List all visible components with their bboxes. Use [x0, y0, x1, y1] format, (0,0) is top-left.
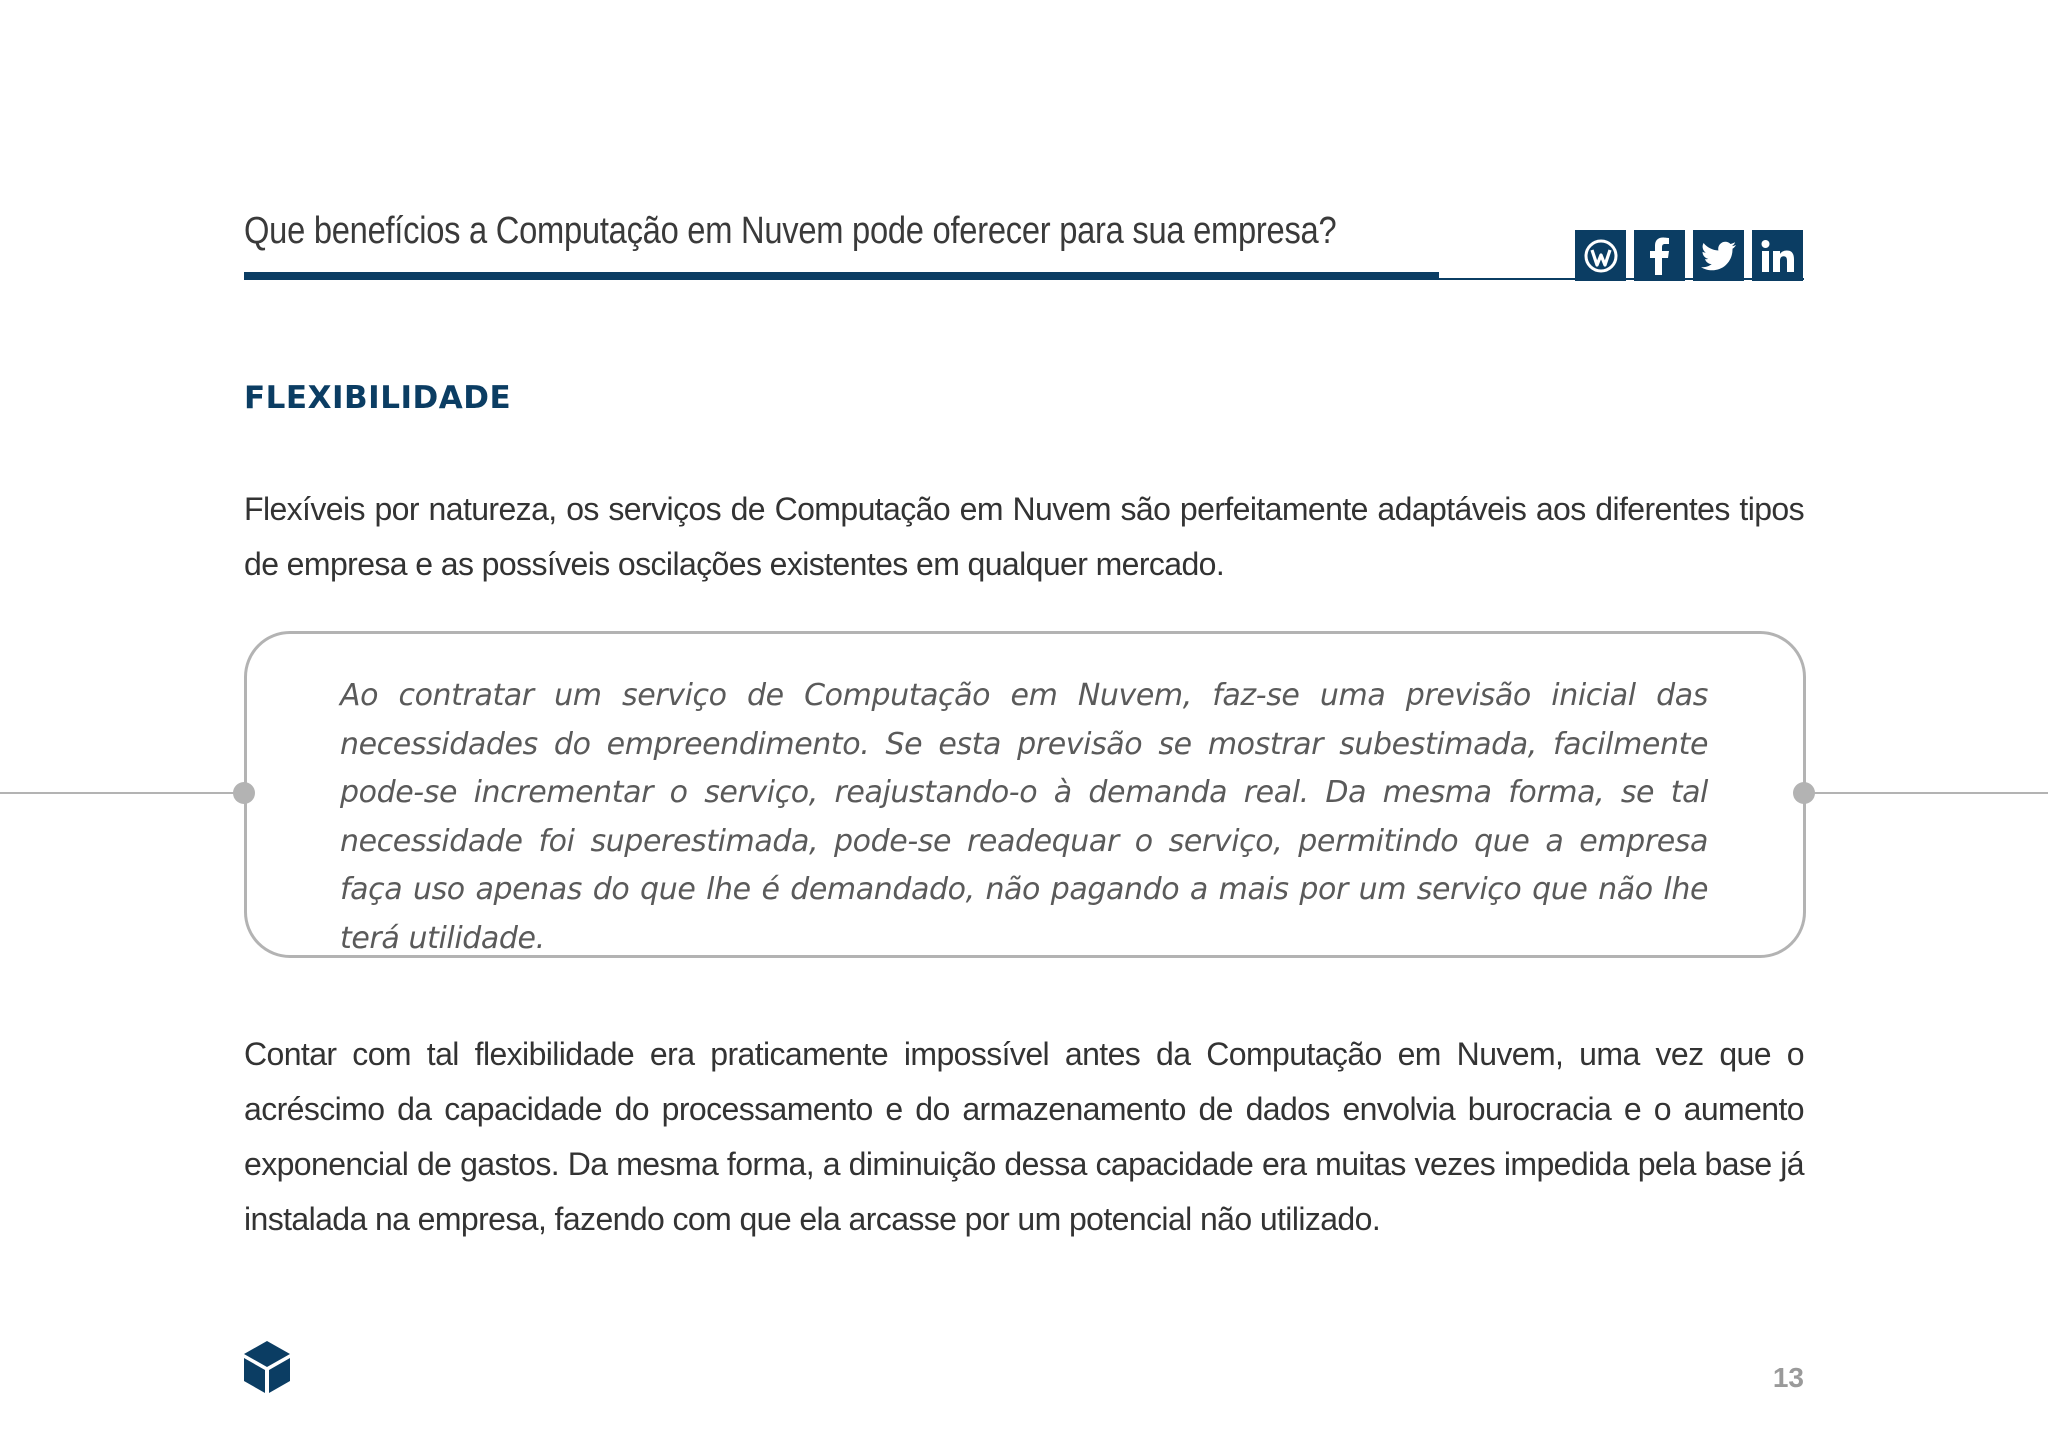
page-number: 13	[1772, 1362, 1804, 1393]
section-heading: FLEXIBILIDADE	[244, 380, 512, 416]
quote-text: Ao contratar um serviço de Computação em Nuvem, faz-se uma previsão inicial das necessidades do empreendimento. Se esta previsão se mostrar subestimada, facilmente pode-se incrementar o serviço, reajustando-o à demanda real. Da mesma forma, se tal necessidade foi superestimada, pode-se readequar o serviço, permitindo que a empresa faça uso apenas do que lhe é demandado, não pagando a mais por um serviço que não lhe terá utilidade.	[340, 678, 1708, 956]
twitter-icon	[1701, 241, 1737, 271]
intro-paragraph: Flexíveis por natureza, os serviços de Computação em Nuvem são perfeitamente adaptáveis aos diferentes tipos de empresa e as possíveis oscilações existentes em qualquer mercado.	[244, 491, 1804, 582]
facebook-share-button[interactable]	[1634, 230, 1685, 281]
wordpress-icon	[1583, 238, 1619, 274]
facebook-icon	[1642, 237, 1678, 275]
body-paragraph: Contar com tal flexibilidade era praticamente impossível antes da Computação em Nuvem, uma vez que o acréscimo da capacidade do processamento e do armazenamento de dados envolvia burocracia e o aumento exponencial de gastos. Da mesma forma, a diminuição dessa capacidade era muitas vezes impedida pela base já instalada na empresa, fazendo com que ela arcasse por um potencial não utilizado.	[244, 1036, 1804, 1237]
cube-icon	[242, 1339, 292, 1395]
quote-connector-right	[1804, 792, 2048, 794]
quote-connector-dot-left	[233, 782, 255, 804]
linkedin-icon	[1760, 239, 1796, 273]
quote-connector-left	[0, 792, 244, 794]
quote-connector-dot-right	[1793, 782, 1815, 804]
title-underline	[244, 272, 1439, 280]
linkedin-share-button[interactable]	[1752, 230, 1803, 281]
page-title: Que benefícios a Computação em Nuvem pode oferecer para sua empresa?	[244, 210, 1337, 252]
twitter-share-button[interactable]	[1693, 230, 1744, 281]
social-share-bar	[1575, 230, 1803, 281]
wordpress-share-button[interactable]	[1575, 230, 1626, 281]
